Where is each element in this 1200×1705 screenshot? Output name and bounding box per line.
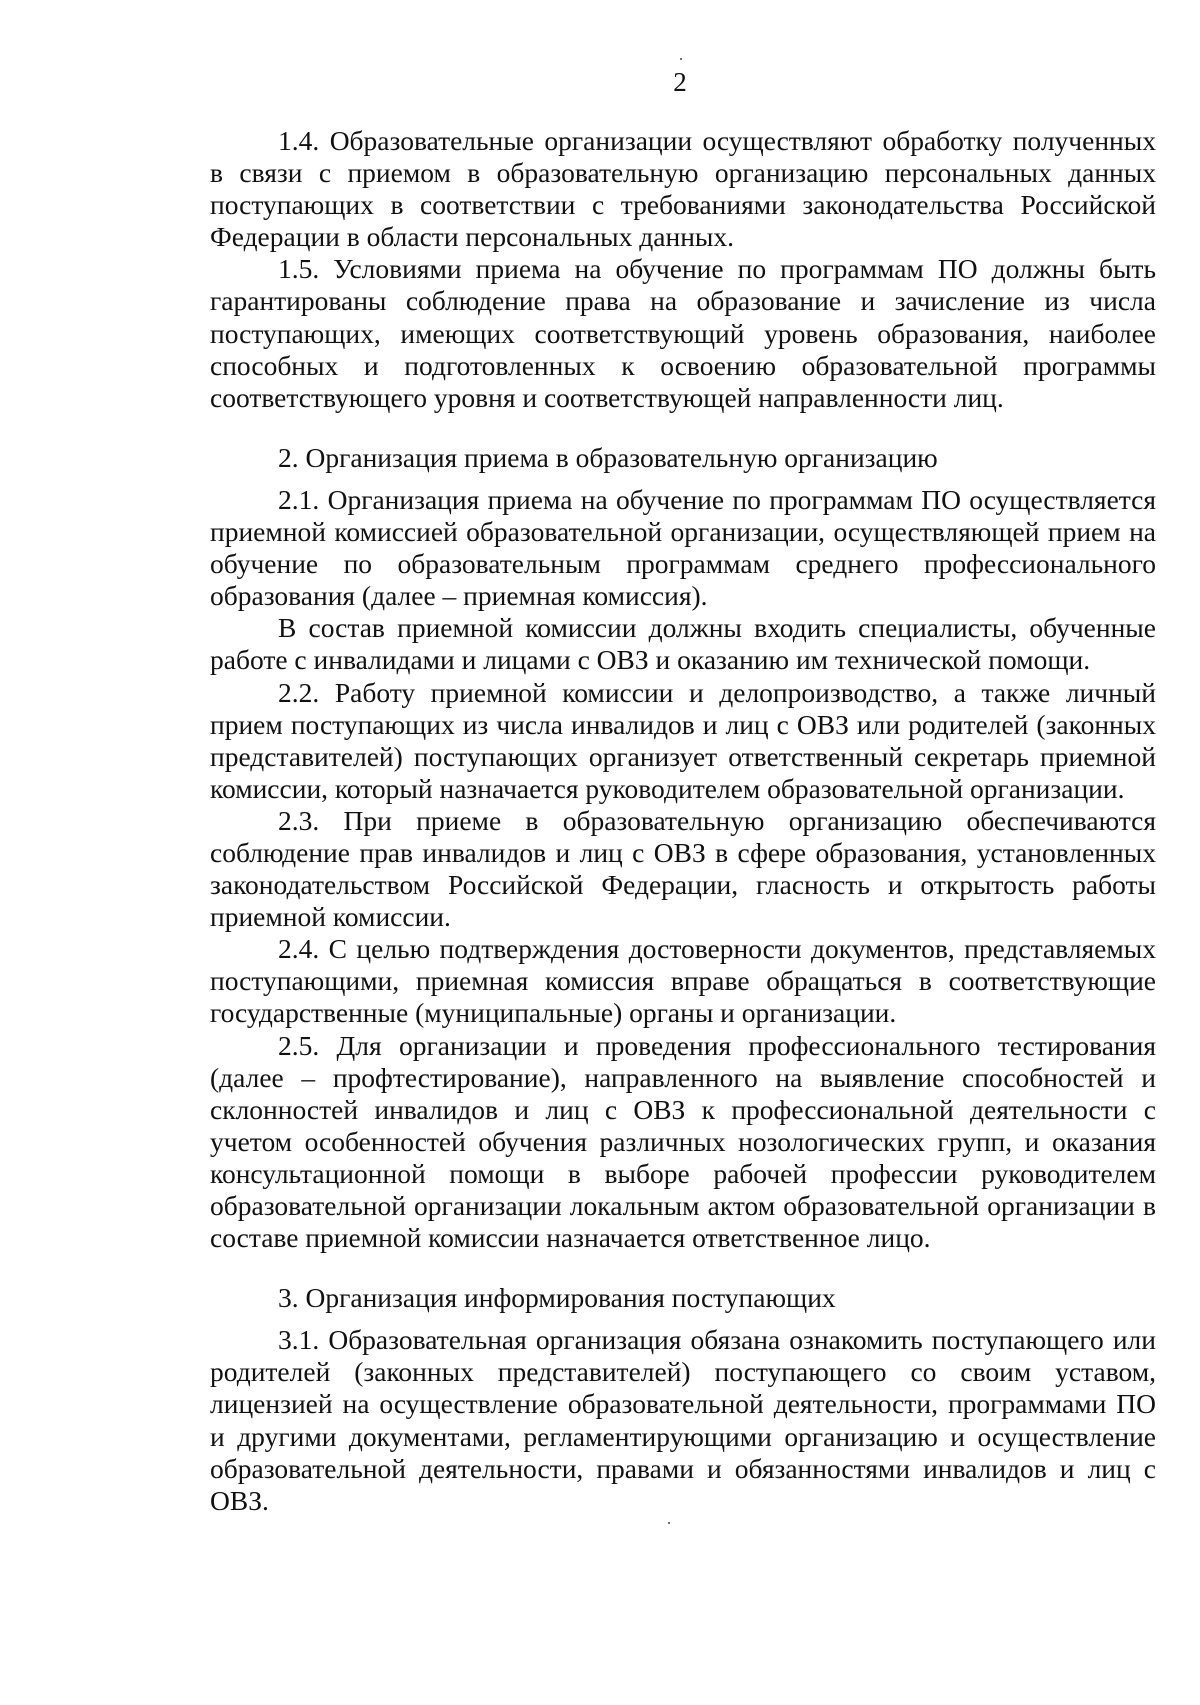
scan-speck: [680, 58, 682, 60]
section-3-heading: 3. Организация информирования поступающих: [278, 1282, 836, 1314]
paragraph-2-1-continued: В состав приемной комиссии должны входить специалисты, обученные работе с инвалидами и лицами с ОВЗ и оказанию им технической помощи.: [210, 612, 1156, 676]
paragraph-2-5: 2.5. Для организации и проведения профессионального тестирования (далее – профтестирование), направленного на выявление способностей и склонностей инвалидов и лиц с ОВЗ к профессиональной деятельности с учетом особенностей обучения различных нозологических групп, и оказания консультационной помощи в выборе рабочей профессии руководителем образовательной организации локальным актом образовательной организации в составе приемной комиссии назначается ответственное лицо.: [210, 1029, 1156, 1254]
paragraph-2-3: 2.3. При приеме в образовательную организацию обеспечиваются соблюдение прав инвалидов и лиц с ОВЗ в сфере образования, установленных законодательством Российской Федерации, гласность и открытость работы приемной комиссии.: [210, 804, 1156, 933]
paragraph-2-2: 2.2. Работу приемной комиссии и делопроизводство, а также личный прием поступающих из числа инвалидов и лиц с ОВЗ или родителей (законных представителей) поступающих организует ответственный секретарь приемной комиссии, который назначается руководителем образовательной организации.: [210, 676, 1156, 804]
paragraph-3-1: 3.1. Образовательная организация обязана ознакомить поступающего или родителей (законных представителей) поступающего со своим уставом, лицензией на осуществление образовательной деятельности, программами ПО и другими документами, регламентирующими организацию и осуществление образовательной деятельности, правами и обязанностями инвалидов и лиц с ОВЗ.: [210, 1324, 1156, 1516]
paragraph-1-5: 1.5. Условиями приема на обучение по программам ПО должны быть гарантированы соблюдение права на образование и зачисление из числа поступающих, имеющих соответствующий уровень образования, наиболее способных и подготовленных к освоению образовательной программы соответствующего уровня и соответствующей направленности лиц.: [210, 253, 1156, 413]
paragraph-2-1: 2.1. Организация приема на обучение по программам ПО осуществляется приемной комиссией образовательной организации, осуществляющей прием на обучение по образовательным программам среднего профессионального образования (далее – приемная комиссия).: [210, 483, 1156, 612]
document-body: [210, 125, 1156, 1517]
paragraph-1-4: 1.4. Образовательные организации осуществляют обработку полученных в связи с приемом в образовательную организацию персональных данных поступающих в соответствии с требованиями законодательства Российской Федерации в области персональных данных.: [210, 125, 1156, 253]
page-number: 2: [673, 67, 687, 97]
paragraph-2-4: 2.4. С целью подтверждения достоверности документов, представляемых поступающими, приемная комиссия вправе обращаться в соответствующие государственные (муниципальные) органы и организации.: [210, 933, 1156, 1029]
scan-speck: [668, 1522, 670, 1524]
section-2-heading: 2. Организация приема в образовательную организацию: [278, 441, 938, 473]
